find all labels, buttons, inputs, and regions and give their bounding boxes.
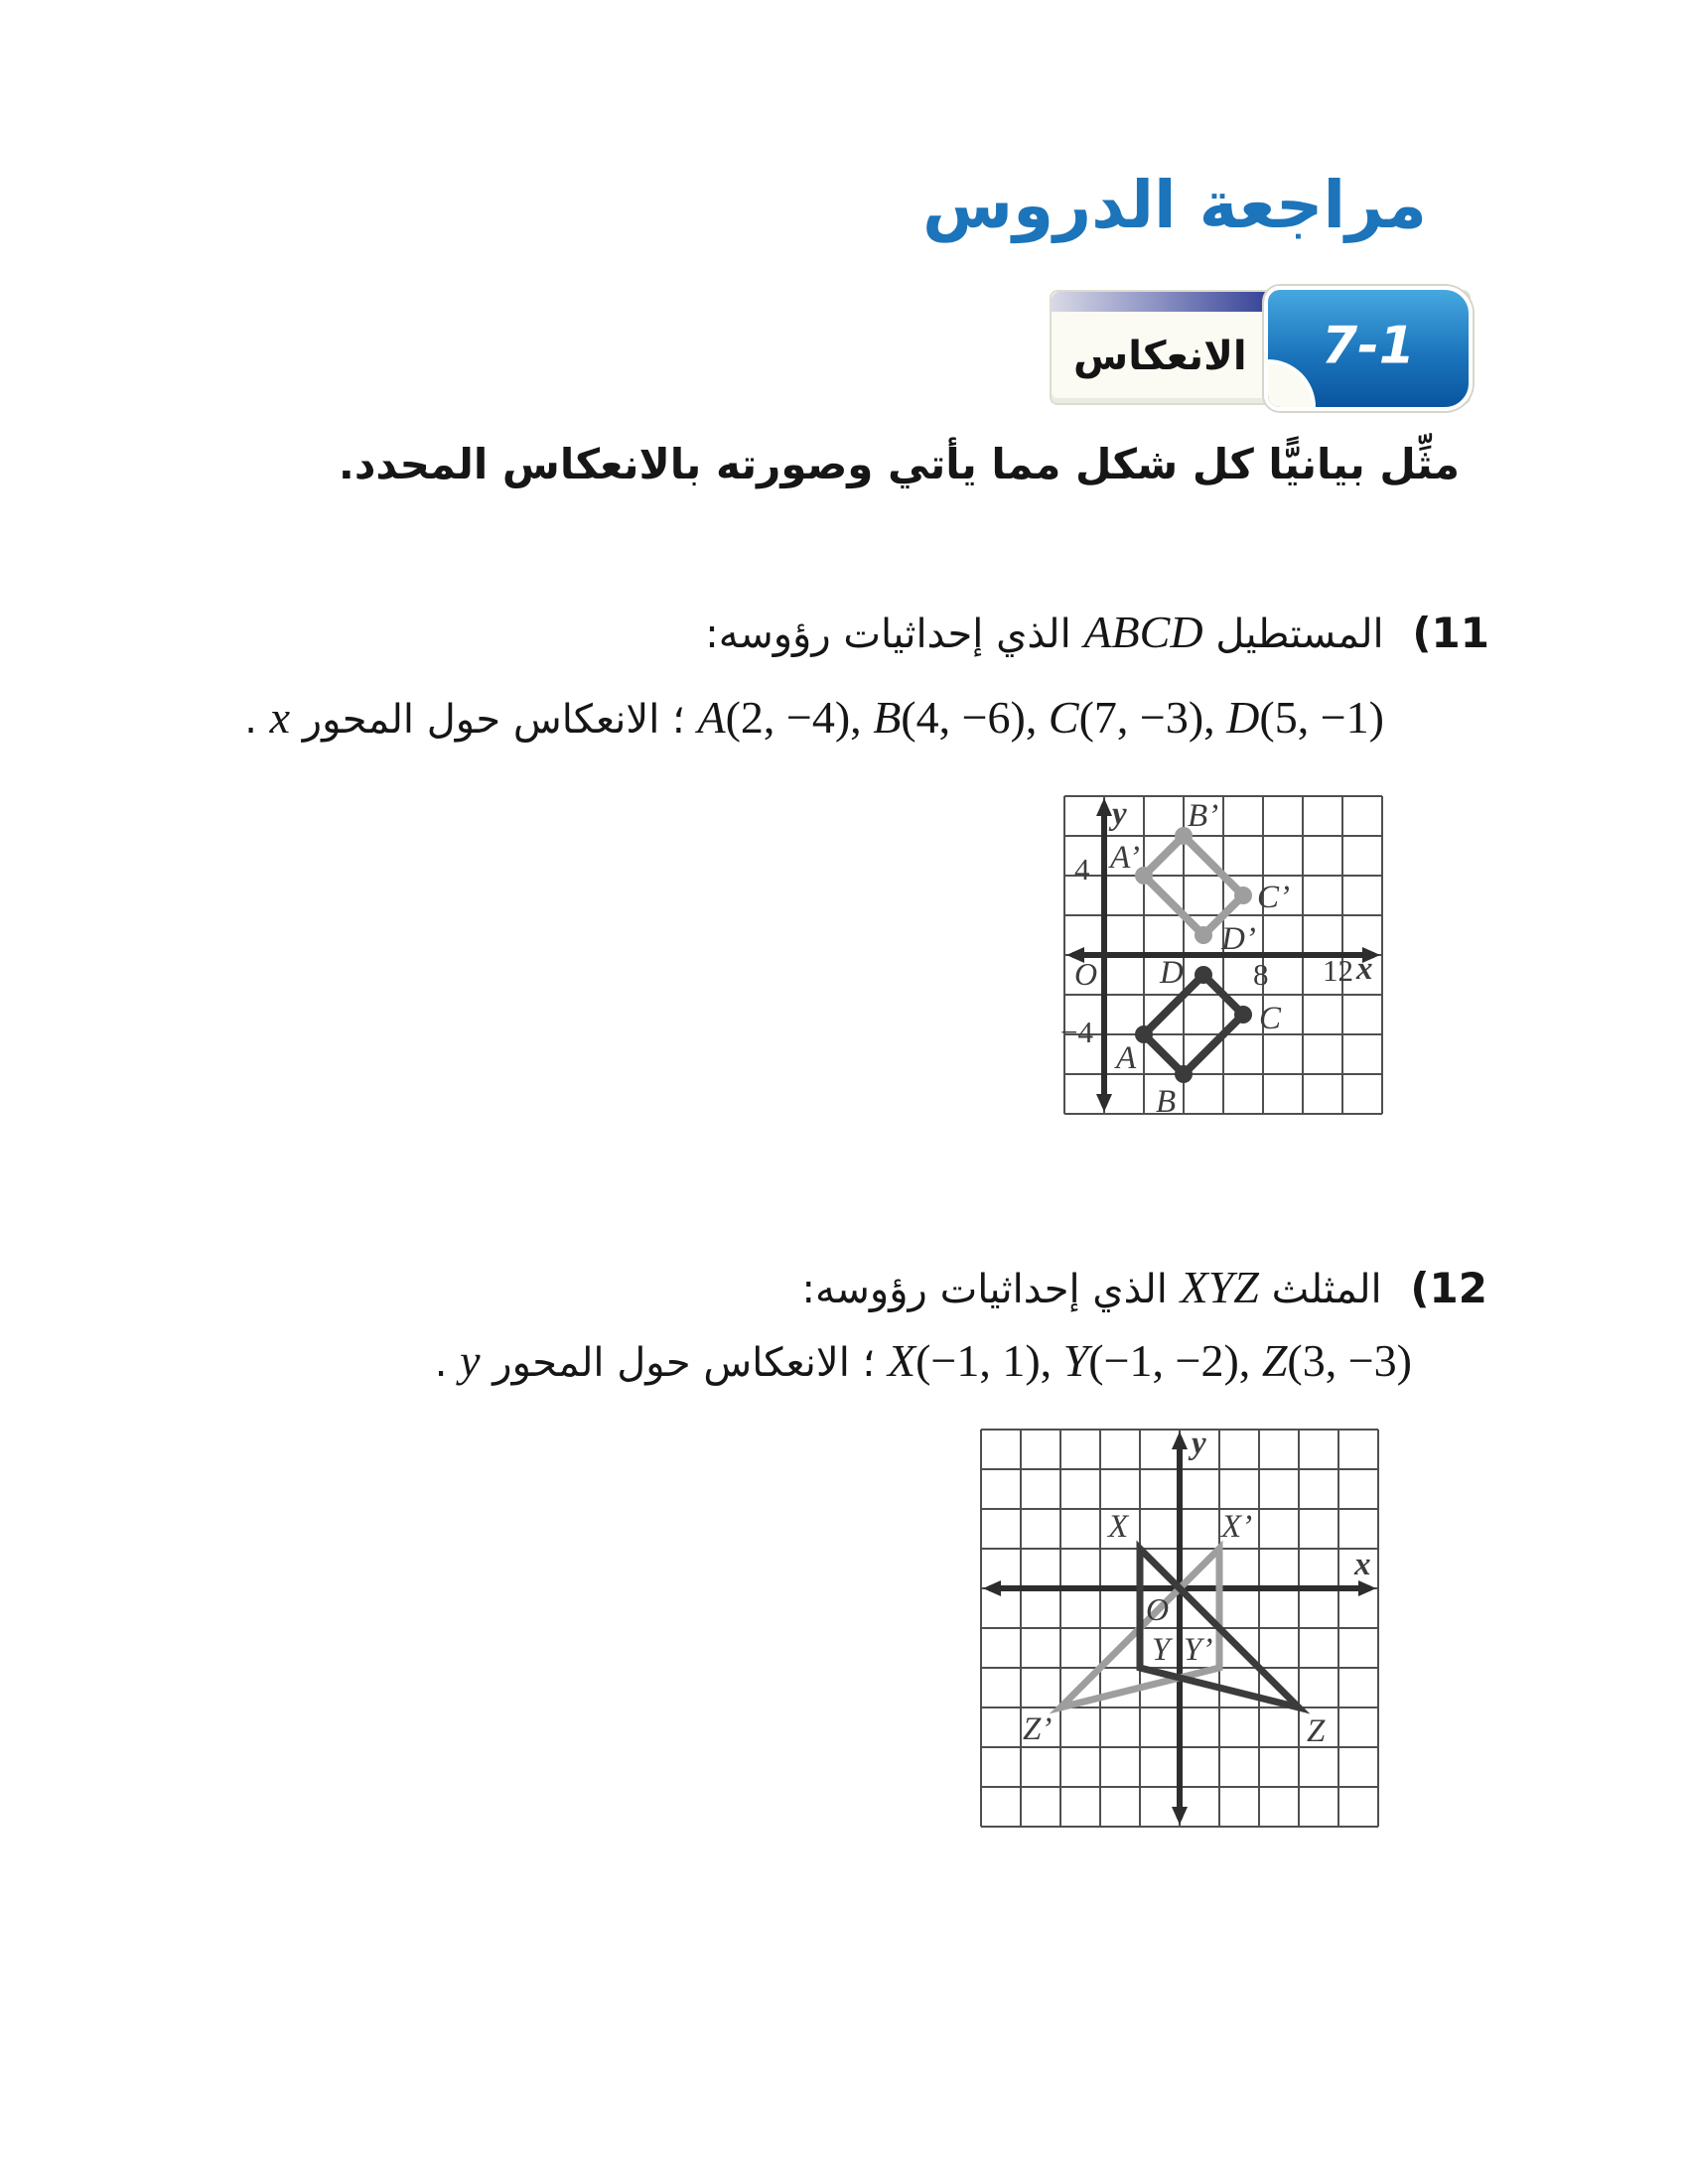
problem-11-axis-letter: x bbox=[269, 692, 291, 743]
vertex-label-A’: A’ bbox=[1110, 840, 1140, 876]
y-axis-bottom-arrow-icon bbox=[1096, 1094, 1112, 1112]
vertex-label-Y: Y bbox=[1152, 1632, 1171, 1668]
vertex-dot-C’ bbox=[1234, 887, 1252, 904]
axis-number-4: 4 bbox=[1074, 852, 1090, 887]
y-axis-bottom-arrow-icon bbox=[1172, 1807, 1188, 1825]
vertex-label-X’: X’ bbox=[1221, 1509, 1253, 1545]
vertex-label-D’: D’ bbox=[1221, 921, 1256, 957]
problem-11-coordinates: A(2, −4), B(4, −6), C(7, −3), D(5, −1) bbox=[697, 692, 1384, 743]
vertex-label-C: C bbox=[1259, 1001, 1282, 1036]
vertex-dot-D’ bbox=[1195, 926, 1212, 944]
vertex-label-Y’: Y’ bbox=[1184, 1632, 1213, 1668]
problem-11-line1 bbox=[705, 604, 1489, 661]
vertex-label-X: X bbox=[1108, 1509, 1129, 1545]
preimage-rectangle-ABCD bbox=[1144, 975, 1243, 1074]
axis-number-−4: −4 bbox=[1060, 1015, 1093, 1049]
x-axis-left-arrow-icon bbox=[983, 1580, 1001, 1596]
problem-11-period: . bbox=[244, 697, 257, 743]
problem-12-shape-name: XYZ bbox=[1180, 1262, 1259, 1312]
problem-12-period: . bbox=[434, 1340, 448, 1386]
vertex-label-Z: Z bbox=[1307, 1713, 1326, 1749]
lesson-bar-gradient bbox=[1052, 292, 1282, 312]
y-axis-top-arrow-icon bbox=[1172, 1432, 1188, 1449]
lesson-header-bar bbox=[1050, 290, 1471, 405]
problem-11-number: 11) bbox=[1412, 609, 1489, 657]
problem-12-shape-word: المثلث bbox=[1271, 1267, 1382, 1312]
axis-number-12: 12 bbox=[1323, 953, 1353, 988]
x-axis-right-arrow-icon bbox=[1358, 1580, 1376, 1596]
origin-label: O bbox=[1074, 956, 1098, 992]
instruction-text: مثِّل بيانيًّا كل شكل مما يأتي وصورته بالانعكاس المحدد. bbox=[338, 440, 1460, 488]
image-rectangle-A'B'C'D' bbox=[1144, 836, 1243, 935]
problem-12-coordinates: X(−1, 1), Y(−1, −2), Z(3, −3) bbox=[887, 1335, 1412, 1386]
lesson-title-label: الانعكاس bbox=[1073, 334, 1247, 379]
origin-label: O bbox=[1146, 1591, 1170, 1627]
problem-12-graph bbox=[961, 1418, 1398, 1844]
problem-12-line1-suffix: الذي إحداثيات رؤوسه: bbox=[801, 1267, 1168, 1312]
lesson-number-badge bbox=[1264, 286, 1473, 411]
problem-11-graph bbox=[1033, 776, 1430, 1130]
y-axis-label: y bbox=[1192, 1426, 1206, 1461]
page-title: مراجعة الدروس bbox=[922, 167, 1427, 243]
vertex-dot-D bbox=[1195, 966, 1212, 984]
problem-12-number: 12) bbox=[1410, 1264, 1487, 1312]
problem-12-reflection-text: ؛ الانعكاس حول المحور bbox=[492, 1340, 876, 1386]
vertex-dot-A bbox=[1135, 1025, 1153, 1043]
problem-12-line1 bbox=[801, 1259, 1487, 1316]
vertex-label-C’: C’ bbox=[1257, 880, 1290, 915]
vertex-label-D: D bbox=[1160, 955, 1184, 991]
y-axis-label: y bbox=[1112, 796, 1127, 832]
problem-11-reflection-text: ؛ الانعكاس حول المحور bbox=[302, 697, 685, 743]
vertex-label-B’: B’ bbox=[1188, 798, 1219, 834]
vertex-label-Z’: Z’ bbox=[1023, 1711, 1053, 1747]
x-axis-label: x bbox=[1356, 951, 1373, 987]
problem-12-line2 bbox=[435, 1332, 1412, 1390]
problem-11-shape-word: المستطيل bbox=[1215, 612, 1384, 657]
vertex-dot-C bbox=[1234, 1006, 1252, 1024]
problem-11-line1-suffix: الذي إحداثيات رؤوسه: bbox=[705, 612, 1071, 657]
x-axis-label: x bbox=[1354, 1547, 1371, 1582]
axis-number-8: 8 bbox=[1253, 957, 1269, 992]
vertex-label-A: A bbox=[1116, 1040, 1137, 1076]
vertex-label-B: B bbox=[1156, 1084, 1177, 1120]
problem-11-line2 bbox=[244, 689, 1384, 747]
lesson-number: 7-1 bbox=[1322, 316, 1415, 376]
problem-11-shape-name: ABCD bbox=[1083, 607, 1203, 657]
problem-12-axis-letter: y bbox=[460, 1335, 481, 1386]
y-axis-top-arrow-icon bbox=[1096, 798, 1112, 816]
vertex-dot-B bbox=[1175, 1065, 1193, 1083]
